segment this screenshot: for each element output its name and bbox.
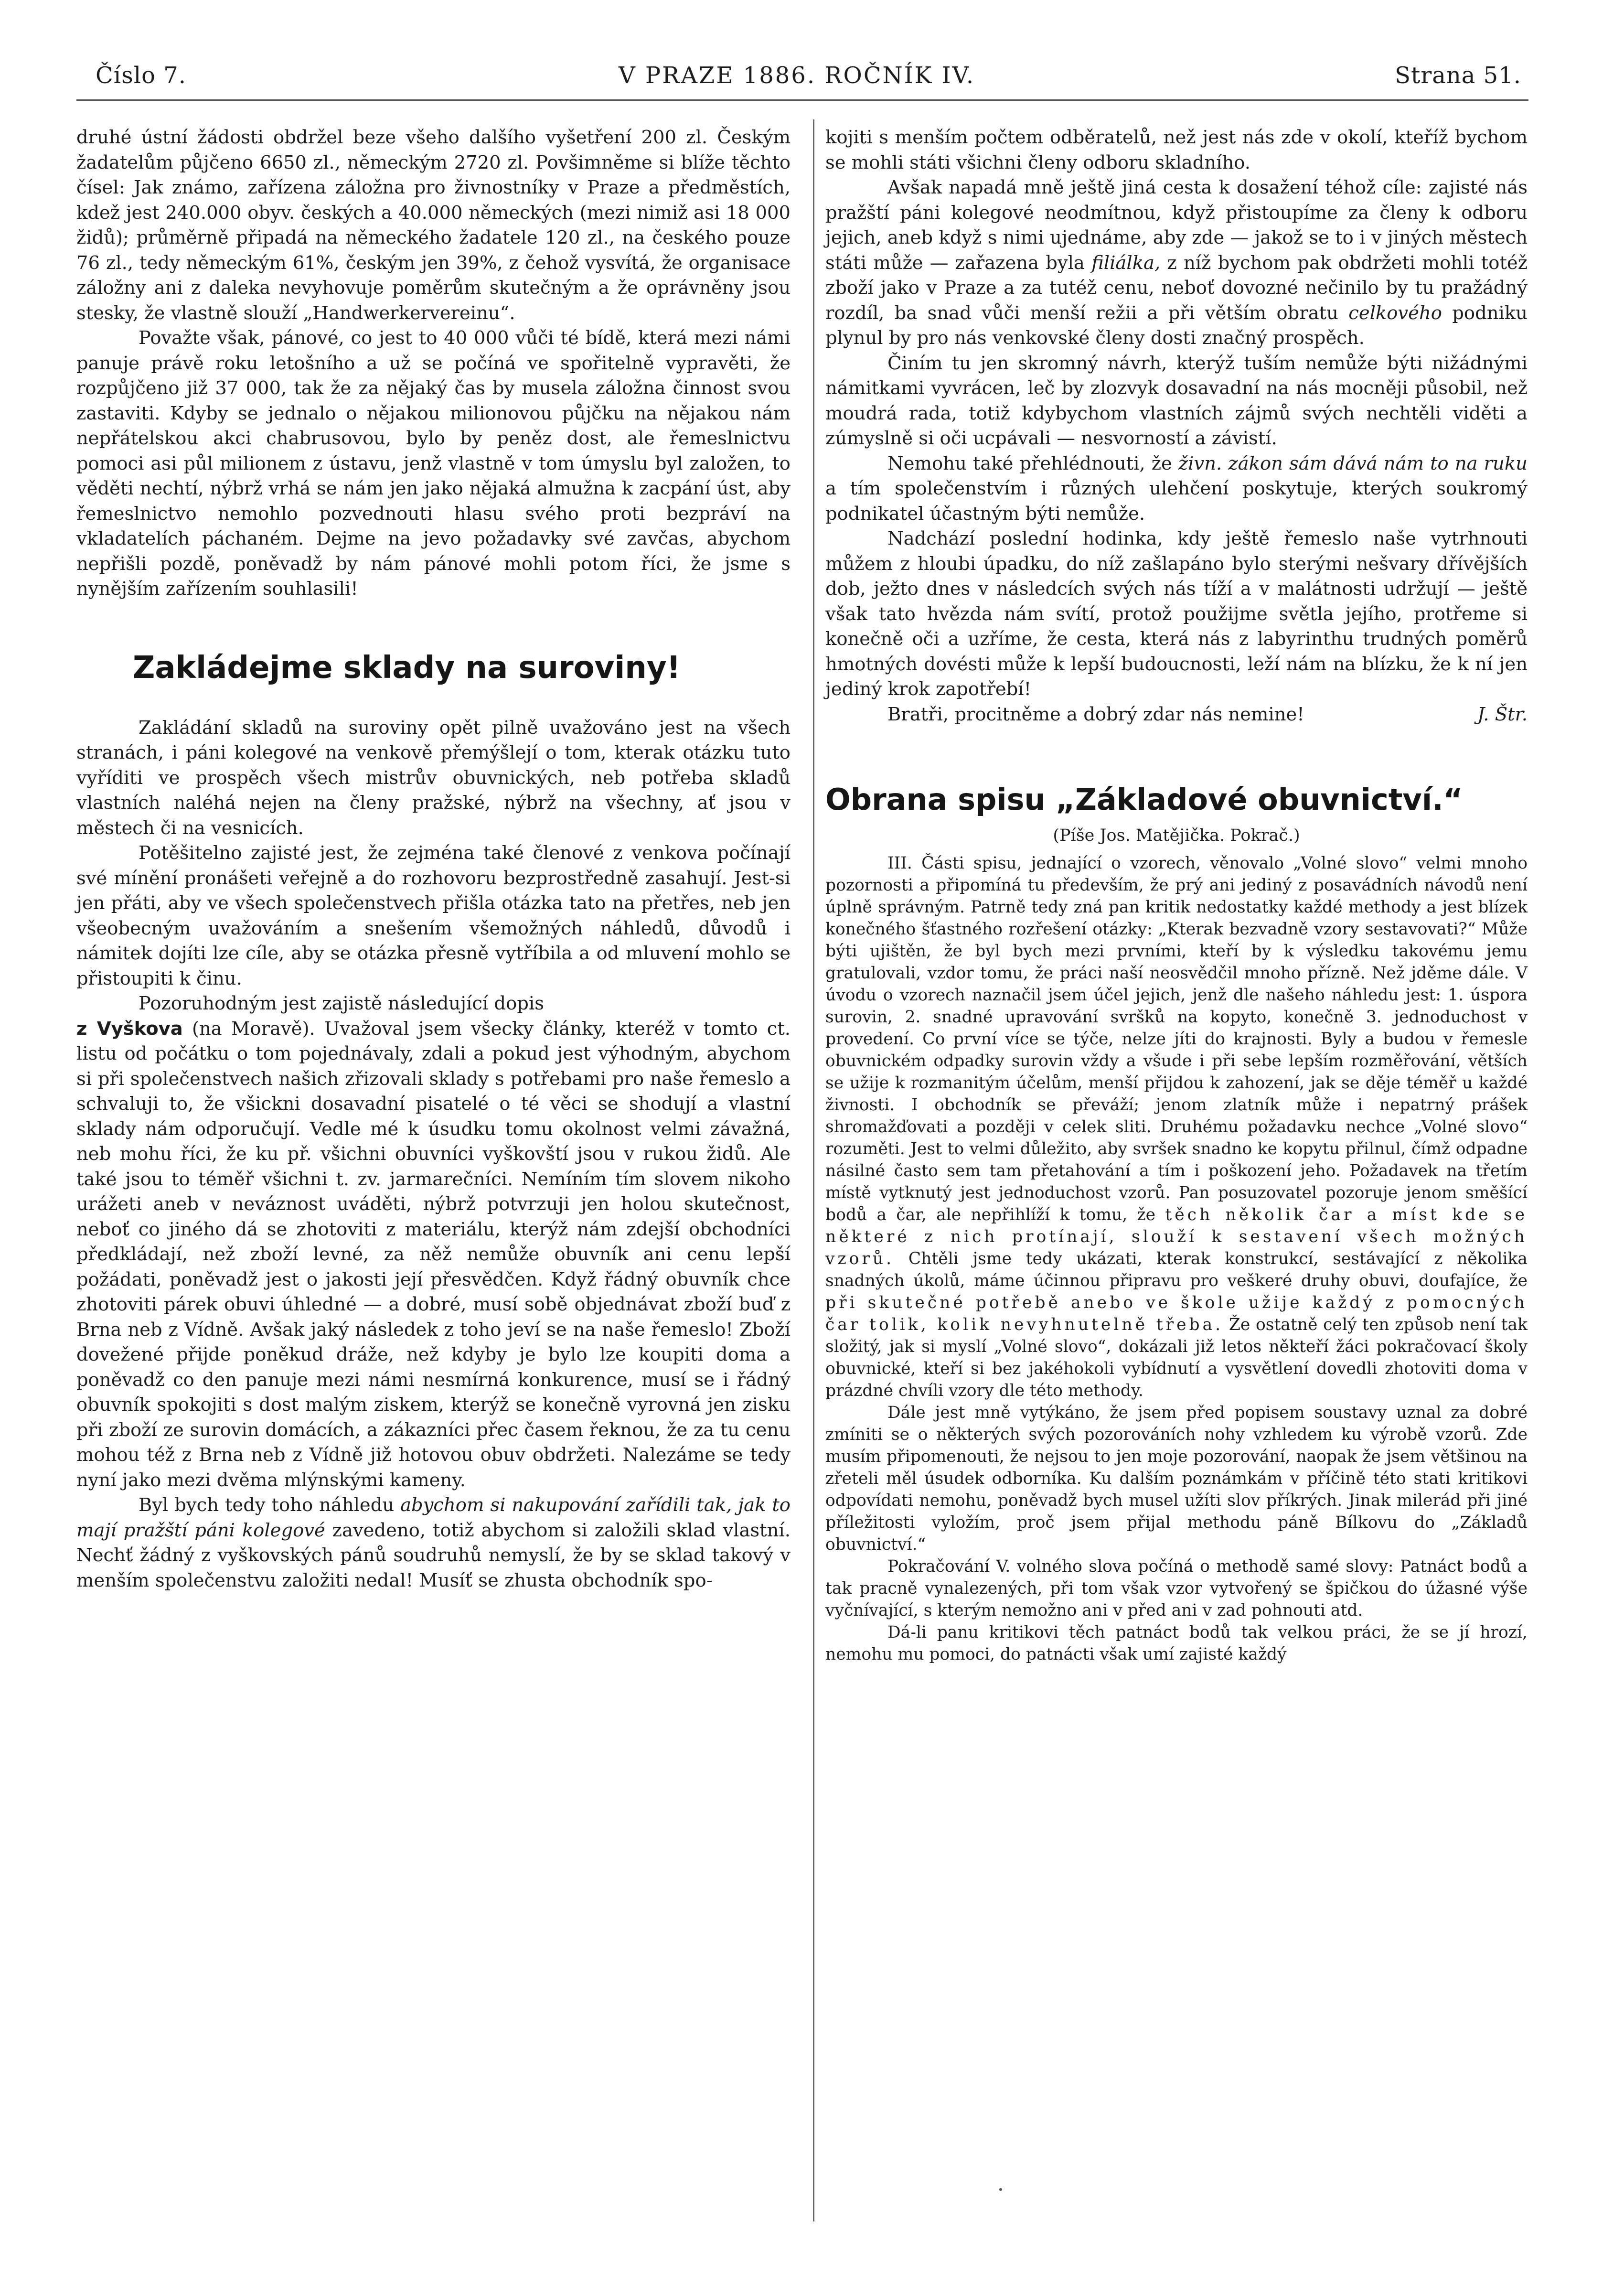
paragraph: druhé ústní žádosti obdržel beze všeho dalšího vyšetření 200 zl. Českým žadatelům půjčeno 6650 zl., německým 2720 zl. Povšimněme si blíže těchto čísel: Jak známo, zařízena záložna pro živnostníky v Praze a předměstích, kdež jest 240.000 obyv. českých a 40.000 německých (mezi nimiž asi 18 000 židů); průměrně připadá na německého žadatele 120 zl., na českého pouze 76 zl., tedy německým 61%, českým jen 39%, z čehož vysvítá, že organisace záložny ani z daleka nevyhovuje poměrům skutečným a že oprávněny jsou stesky, že vlastně slouží „Handwerkervereinu“.: [76, 127, 791, 324]
emphasis: abychom si nakupování zařídili tak, jak to mají pražští páni kolegové: [76, 1494, 791, 1541]
paragraph: Dá-li panu kritikovi těch patnáct bodů tak velkou práci, že se jí hrozí, nemohu mu pomoci, do patnácti však umí zajisté každý: [825, 1623, 1528, 1664]
paragraph: Avšak napadá mně ještě jiná cesta k dosažení téhož cíle: zajisté nás pražští páni kolegové neodmítnou, když přistoupíme za členy k odboru jejich, aneb když s nimi ujednáme, aby zde — jakož se to i v jiných městech státi může — zařazena byla filiálka, z níž bychom pak obdržeti mohli totéž zboží jako v Praze a za tutéž cenu, neboť dovozné nečinilo by tu pražádný rozdíl, ba snad vůči menší režii a při větším obratu celkového podniku plynul by pro nás venkovské členy dosti značný prospěch.: [825, 177, 1528, 349]
paragraph: Zakládání skladů na suroviny opět pilně uvažováno jest na všech stranách, i páni kolegové na venkově přemýšlejí o tom, kterak otázku tuto vyříditi ve prospěch všech mistrův obuvnických, neb potřeba skladů vlastních naléhá nejen na členy pražské, nýbrž na všechny, ať jsou v městech či na vesnicích.: [76, 717, 791, 839]
emphasis: celkového: [1348, 302, 1442, 324]
author-signature: J. Štr.: [1477, 703, 1528, 725]
paragraph: III. Části spisu, jednající o vzorech, věnovalo „Volné slovo“ velmi mnoho pozornosti a připomíná tu především, že prý ani jediný z posavádních návodů není úplně správným. Patrně tedy zná pan kritik nedostatky každé methody a jest blízek konečného šťastného rozřešení otázky: „Kterak bezvadně vzory sestavovati?“ Může býti ujištěn, že byl bych mezi prvními, kteří by k výsledku takovému jemu gratulovali, vzdor tomu, že práci naší neosvědčil mnoho přízně. Než jděme dále. V úvodu o vzorech naznačil jsem účel jejich, jenž dle našeho náhledu jest: 1. úspora surovin, 2. snadné upravování svršků na kopyto, konečně 3. jednoduchost v provedení. Co první více se týče, nelze jíti do krajnosti. Byly a budou v řemesle obuvnickém odpadky surovin vždy a všude i při sebe lepším rozměřování, větších se užije k rozmanitým účelům, menší přijdou k zahození, jak se děje téměř u každé živnosti. I obchodník se převáží; jenom zlatník může i nepatrný prášek shromažďovati a později v celek sliti. Druhému požadavku nechce „Volné slovo“ rozuměti. Jest to velmi důležito, aby svršek snadno ke kopytu přilnul, čímž odpadne násilné často sem tam přetahování a tím i poškození jeho. Požadavek na třetím místě vytknutý jest jednoduchost vzorů. Pan posuzovatel pozoruje jenom směšící bodů a čar, ale nepřihlíží k tomu, že těch několik čar a míst kde se některé z nich protínají, slouží k sestavení všech možných vzorů. Chtěli jsme tedy ukázati, kterak konstrukcí, sestávající z několika snadných úkolů, máme účinnou připravu pro veškeré druhy obuvi, doufajíce, že při skutečné potřebě anebo ve škole užije každý z pomocných čar tolik, kolik nevyhnutelně třeba. Že ostatně celý ten způsob není tak složitý, jak si myslí „Volné slovo“, dokázali již letos někteří žáci pokračovací školy obuvnické, kteří si bez jakéhokoli vybídnutí a vysvětlení dovedli zhotoviti doma v prázdné chvíli vzory dle této methody.: [825, 854, 1528, 1400]
header-rule: [76, 99, 1528, 101]
paragraph: Pozoruhodným jest zajistě následující dopis: [139, 993, 544, 1014]
right-column: [825, 125, 1528, 1665]
place-name: z Vyškova: [76, 1018, 183, 1040]
article-heading: Obrana spisu „Základové obuvnictví.“: [825, 782, 1463, 817]
column-divider: [813, 119, 814, 2221]
spaced-emphasis: při skutečné potřebě anebo ve škole užije každý z pomocných čar tolik, kolik nevyhnutelně třeba.: [825, 1293, 1528, 1334]
left-column: [76, 125, 791, 1593]
header-center-title: V PRAZE 1886. ROČNÍK IV.: [619, 62, 975, 89]
article-body: [825, 852, 1528, 1665]
paragraph: Považte však, pánové, co jest to 40 000 vůči té bídě, která mezi námi panuje právě roku letošního a už se počíná ve spořitelně vypravěti, že rozpůjčeno již 37 000, tak že za nějaký čas by musela záložna činnost svou zastaviti. Kdyby se jednalo o nějakou milionovou půjčku na nějakou nám nepřátelskou akci chabrusovou, bylo by peněz dost, ale řemeslnictvu pomoci asi půl milionem z ústavu, jenž vlastně v tom úmyslu byl založen, to věděti nechtí, nýbrž vrhá se nám jen jako nějaká almužna k zacpání úst, aby řemeslnictvo nemohlo pozvednouti hlasu svého proti bezpráví na vkladatelích páchaném. Dejme na jevo požadavky své zavčas, abychom nepřišli pozdě, poněvadž by nám pánové mohli potom říci, že jsme s nynějším zařízením souhlasili!: [76, 327, 791, 600]
spaced-emphasis: těch několik čar a míst kde se některé z nich protínají, slouží k sestavení všech možných vzorů.: [825, 1205, 1528, 1268]
byline: (Píše Jos. Matějička. Pokrač.): [1053, 826, 1300, 845]
article-heading: Zakládejme sklady na suroviny!: [133, 650, 681, 686]
letter-paragraph: z Vyškova (na Moravě). Uvažoval jsem všecky články, kteréž v tomto ct. listu od počátku o tom pojednávaly, zdali a pokud jest výhodným, abychom si při společenstvech našich zřizovali sklady s potřebami pro naše řemeslo a schvaluji to, že všickni dosavadní pisatelé o té věci se shodují a vlastní sklady nám odporučují. Vedle mé k úsudku tomu okolnost velmi závažná, neb mohu říci, že ku př. všichni obuvníci vyškovští jsou v rukou židů. Ale také jsou to téměř všichni t. zv. jarmarečníci. Nemíním tím slovem nikoho urážeti aneb v neváznost uváděti, nýbrž potvrzuji jen holou skutečnost, neboť co jiného dá se zhotoviti z materiálu, kterýž nám zdejší obchodníci předkládají, než zboží levné, za něž nemůže obuvník ani cenu lepší požádati, poněvadž jest o jakosti její přesvědčen. Když řádný obuvník chce zhotoviti párek obuvi úhledné — a dobré, musí sobě objednávat zboží buď z Brna neb z Vídně. Avšak jaký následek z toho jeví se na naše řemeslo! Zboží dovežené přijde poněkud dráže, než kdyby je bylo lze koupiti doma a poněvadž co den panuje mezi námi nesmírná konkurence, musí se i řádný obuvník spokojiti s dost malým ziskem, kterýž se konečně vyrovná jen zisku při zboží ze surovin domácích, a zákazníci přec časem řeknou, že za tu cenu mohou též z Brna neb z Vídně již hotovou obuv obdržeti. Nalezáme se tedy nyní jako mezi dvěma mlýnskými kameny.: [76, 1018, 791, 1491]
emphasis: živn. zákon sám dává nám to na ruku: [1178, 452, 1528, 474]
paragraph: Dále jest mně vytýkáno, že jsem před popisem soustavy uznal za dobré zmíniti se o některých svých pozorováních nohy vzhledem ku výrobě vzorů. Zde musím připomenouti, že nejsou to jen moje pozorování, naopak že jsem většinou na zřeteli měl úsudek odborníka. Ku dalším poznámkám v příčině této stati kritikovi odpovídati nemohu, poněvadž bych musel užíti slov příkrých. Jinak milerád při jiné příležitosti vyložím, proč jsem přijal methodu páně Bílkovu do „Základů obuvnictví.“: [825, 1403, 1528, 1554]
page-number: Strana 51.: [1395, 62, 1521, 89]
paragraph: Činím tu jen skromný návrh, kterýž tuším nemůže býti nižádnými námitkami vyvrácen, leč by zlozvyk dosavadní na nás mocněji působil, než moudrá rada, totiž kdybychom vlastních zájmů svých nechtěli viděti a zúmyslně si oči ucpávali — nesvorností a závistí.: [825, 352, 1528, 449]
paragraph: Byl bych tedy toho náhledu abychom si nakupování zařídili tak, jak to mají pražští páni kolegové zavedeno, totiž abychom si založili sklad vlastní. Nechť žádný z vyškovských pánů soudruhů nemyslí, že by se sklad takový v menším společenstvu založiti nedal! Musíť se zhusta obchodník spo-: [76, 1494, 791, 1591]
paragraph: Nadchází poslední hodinka, kdy ještě řemeslo naše vytrhnouti můžem z hloubi úpadku, do níž zašlapáno bylo sterými nešvary dřívějších dob, ježto dnes v následcích svých nás tíží a v malátnosti udržují — ještě však tato hvězda nám svítí, protož použijme světla jejího, protřeme si konečně oči a uzříme, že cesta, která nás z labyrinthu trudných poměrů hmotných dovésti může k lepší budoucnosti, leží nám na blízku, že k ní jen jediný krok zapotřebí!: [825, 528, 1528, 700]
closing-line: Bratři, procitněme a dobrý zdar nás nemine! J. Štr.: [825, 702, 1528, 728]
page-header: [96, 62, 1521, 96]
paragraph: Pokračování V. volného slova počíná o methodě samé slovy: Patnáct bodů a tak pracně vynalezených, při tom však vzor vytvořený se špičkou do úžasné výše vyčnívající, s kterým nemožno ani v před ani v zad pohnouti atd.: [825, 1557, 1528, 1620]
emphasis: filiálka,: [1091, 252, 1161, 274]
paragraph: Nemohu také přehlédnouti, že živn. zákon sám dává nám to na ruku a tím společenstvím i různých ulehčení poskytuje, kterých soukromý podnikatel účastným býti nemůže.: [825, 452, 1528, 525]
ink-dot: [999, 2188, 1002, 2191]
issue-number: Číslo 7.: [96, 62, 187, 89]
paragraph: kojiti s menším počtem odběratelů, než jest nás zde v okolí, kteříž bychom se mohli státi všichni členy odboru skladního.: [825, 127, 1528, 173]
paragraph: Potěšitelno zajisté jest, že zejména také členové z venkova počínají své mínění pronášeti veřejně a do rozhovoru bezprostředně zasahují. Jest-si jen přáti, aby ve všech společenstvech přišla otázka tato na přetřes, neb jen všeobecným uvažováním a snešením všemožných náhledů, důvodů i námitek dojíti lze cíle, aby se otázka přesně vytříbila a od mluvení mohlo se přistoupiti k činu.: [76, 842, 791, 989]
